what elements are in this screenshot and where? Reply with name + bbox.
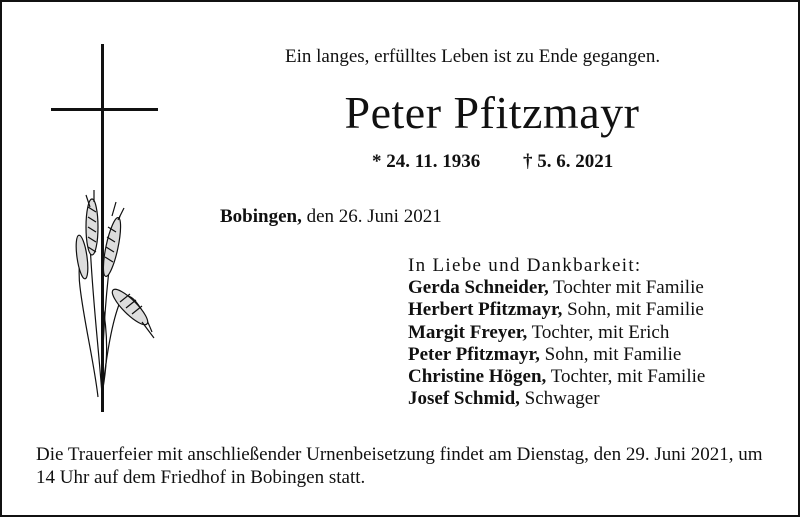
mourner-row <box>408 388 705 410</box>
mourner-name: Peter Pfitzmayr, <box>408 343 540 365</box>
mourner-row <box>408 277 705 299</box>
mourner-relation: Schwager <box>519 388 600 410</box>
mourner-relation: Sohn, mit Familie <box>562 299 704 321</box>
service-announcement: Die Trauerfeier mit anschließender Urnenbeisetzung findet am Dienstag, den 29. Juni 2021, um 14 Uhr auf dem Friedhof in Bobingen statt. <box>36 444 763 488</box>
birth-date: * 24. 11. 1936 <box>372 151 481 172</box>
death-date: † 5. 6. 2021 <box>522 151 614 172</box>
mourner-row <box>408 344 705 366</box>
intro-line: Ein langes, erfülltes Leben ist zu Ende gegangen. <box>285 46 661 67</box>
mourner-name: Gerda Schneider, <box>408 277 549 299</box>
wheat-icon <box>74 190 154 397</box>
mourner-name: Margit Freyer, <box>408 321 528 343</box>
mourner-row <box>408 366 705 388</box>
mourner-name: Herbert Pfitzmayr, <box>408 299 563 321</box>
life-dates <box>372 151 613 173</box>
mourner-row <box>408 322 705 344</box>
place-date-line <box>220 206 442 228</box>
mourner-relation: Tochter, mit Familie <box>546 366 706 388</box>
mourner-row <box>408 299 705 321</box>
mourner-relation: Sohn, mit Familie <box>539 343 682 365</box>
mourner-relation: Tochter mit Familie <box>548 277 704 299</box>
mourners-heading: In Liebe und Dankbarkeit: <box>408 255 642 276</box>
place: Bobingen, <box>220 206 302 227</box>
cross-wheat-emblem <box>2 2 202 422</box>
mourner-name: Josef Schmid, <box>408 388 520 410</box>
mourner-name: Christine Högen, <box>408 366 547 388</box>
mourners-block <box>408 255 705 410</box>
mourner-relation: Tochter, mit Erich <box>527 321 670 343</box>
deceased-name: Peter Pfitzmayr <box>344 87 640 138</box>
notice-date: den 26. Juni 2021 <box>301 206 442 227</box>
